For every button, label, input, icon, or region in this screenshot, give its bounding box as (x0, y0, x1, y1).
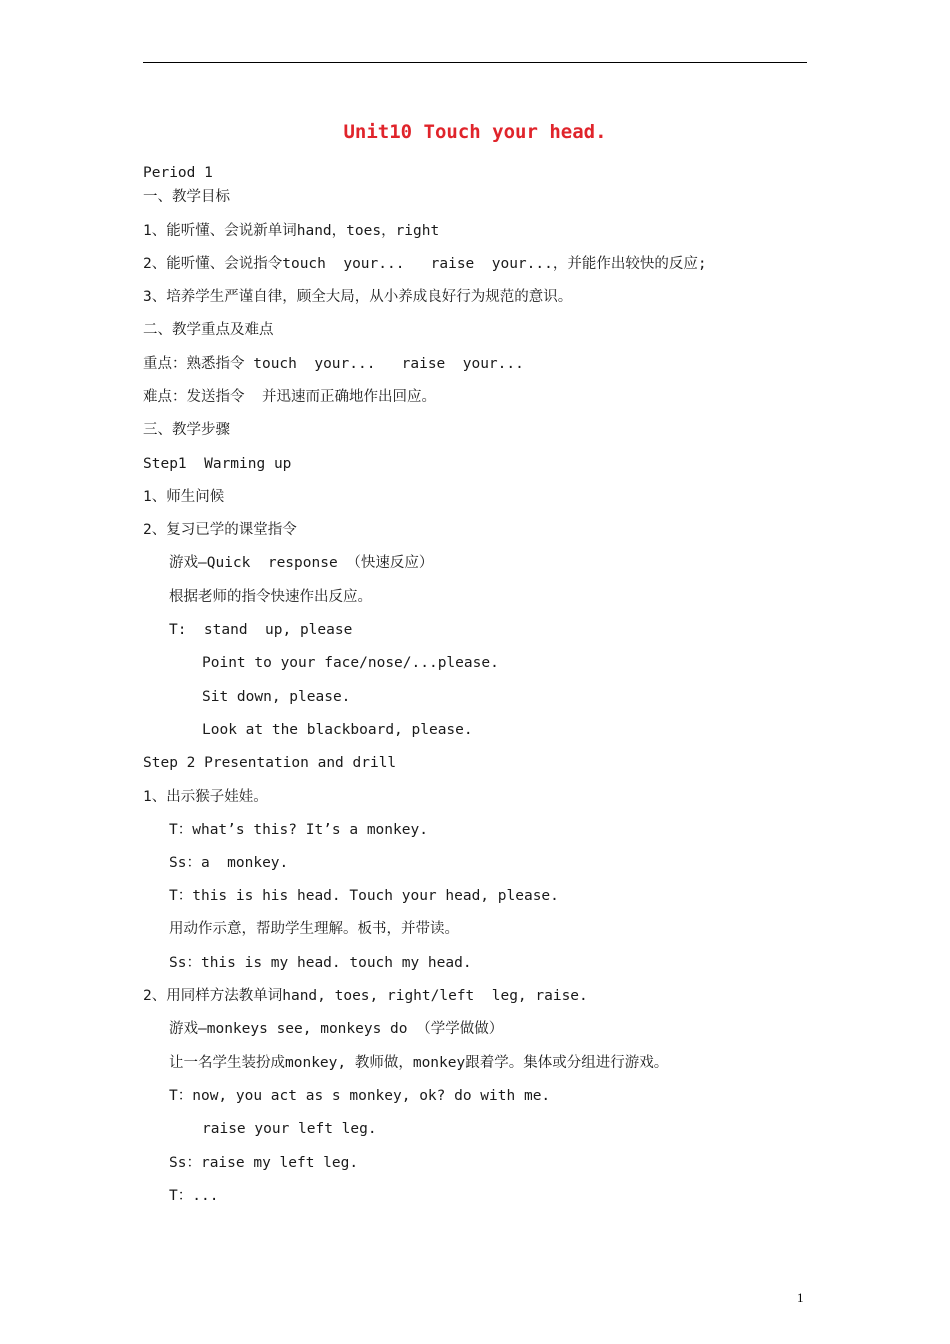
dialogue-line: Sit down, please. (202, 689, 351, 705)
step-heading: Step1 Warming up (143, 456, 292, 472)
text-line: 难点：发送指令 并迅速而正确地作出回应。 (143, 389, 436, 405)
text-line: 根据老师的指令快速作出反应。 (169, 589, 372, 605)
header-rule (143, 62, 807, 63)
dialogue-line: Look at the blackboard, please. (202, 722, 473, 738)
text-line: 2、复习已学的课堂指令 (143, 522, 297, 538)
text-line: 2、用同样方法教单词hand, toes, right/left leg, raise. (143, 988, 588, 1004)
dialogue-line: Ss：a monkey. (169, 855, 289, 871)
text-line: 3、培养学生严谨自律，顾全大局，从小养成良好行为规范的意识。 (143, 289, 573, 305)
section-heading: 二、教学重点及难点 (143, 322, 274, 338)
text-line: 游戏—monkeys see, monkeys do （学学做做） (169, 1021, 504, 1037)
text-line: 重点：熟悉指令 touch your... raise your... (143, 356, 524, 372)
text-line: 游戏—Quick response （快速反应） (169, 555, 434, 571)
section-heading: 一、教学目标 (143, 189, 230, 205)
text-line: 1、能听懂、会说新单词hand，toes，right (143, 223, 440, 239)
text-line: 2、能听懂、会说指令touch your... raise your...，并能作出较快的反应; (143, 256, 707, 272)
dialogue-line: Point to your face/nose/...please. (202, 655, 499, 671)
dialogue-line: T：now, you act as s monkey, ok? do with me. (169, 1088, 551, 1104)
text-line: 1、出示猴子娃娃。 (143, 789, 268, 805)
dialogue-line: T：this is his head. Touch your head, please. (169, 888, 559, 904)
section-heading: 三、教学步骤 (143, 422, 230, 438)
dialogue-line: Ss：this is my head. touch my head. (169, 955, 472, 971)
text-line: 用动作示意，帮助学生理解。板书，并带读。 (169, 921, 459, 937)
dialogue-line: T：what’s this? It’s a monkey. (169, 822, 428, 838)
dialogue-line: T: stand up, please (169, 622, 353, 638)
dialogue-line: raise your left leg. (202, 1121, 377, 1137)
dialogue-line: Ss：raise my left leg. (169, 1155, 359, 1171)
document-title: Unit10 Touch your head. (343, 121, 607, 143)
text-line: 1、师生问候 (143, 489, 225, 505)
text-line: Period 1 (143, 165, 213, 181)
dialogue-line: T：... (169, 1188, 219, 1204)
step-heading: Step 2 Presentation and drill (143, 755, 397, 771)
page-number: 1 (797, 1290, 804, 1305)
text-line: 让一名学生装扮成monkey, 教师做，monkey跟着学。集体或分组进行游戏。 (169, 1055, 669, 1071)
